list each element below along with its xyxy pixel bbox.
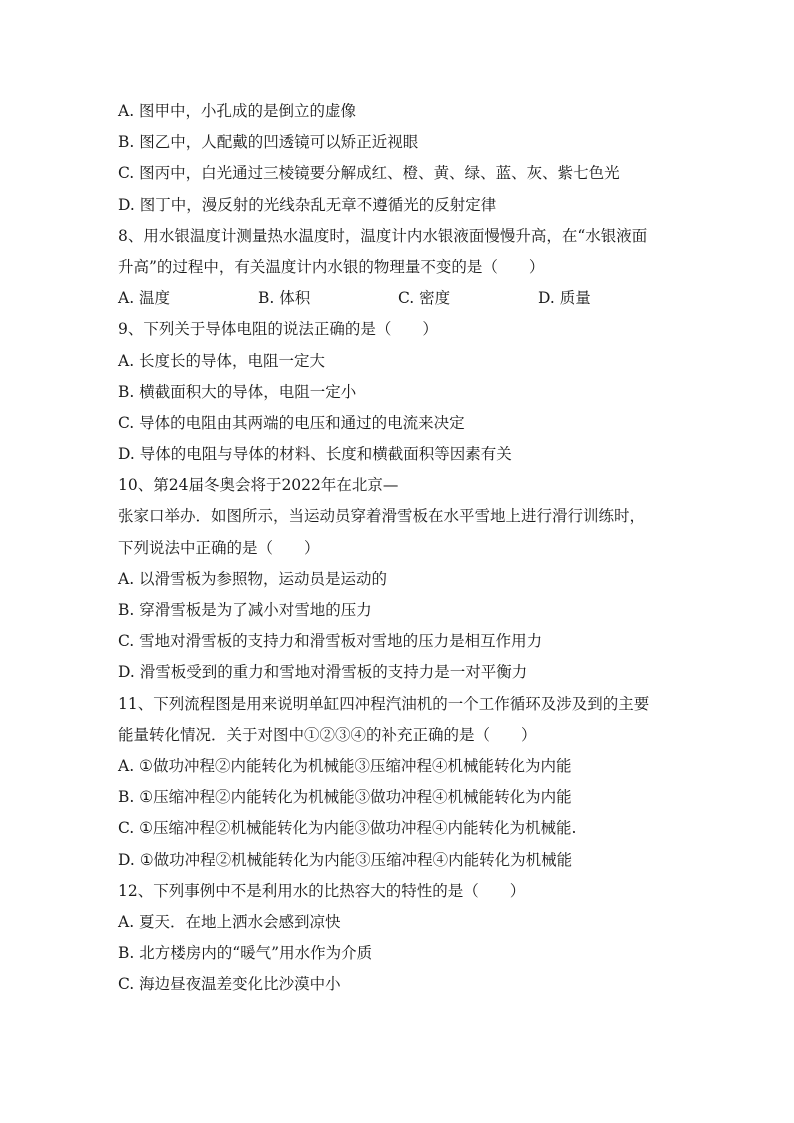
q8-stem-line-2: 升高”的过程中，有关温度计内水银的物理量不变的是（ ） (118, 257, 545, 276)
q9-stem: 9、下列关于导体电阻的说法正确的是（ ） (118, 320, 438, 339)
q11-stem-line-1: 11、下列流程图是用来说明单缸四冲程汽油机的一个工作循环及涉及到的主要 (118, 694, 650, 713)
q12-stem: 12、下列事例中不是利用水的比热容大的特性的是（ ） (118, 881, 526, 900)
q9-option-d: D. 导体的电阻与导体的材料、长度和横截面积等因素有关 (118, 445, 512, 464)
q8-option-c: C. 密度 (398, 289, 451, 308)
q8-options (118, 283, 678, 314)
q7-option-b: B. 图乙中，人配戴的凹透镜可以矫正近视眼 (118, 133, 419, 152)
q8-option-b: B. 体积 (258, 289, 311, 308)
q12-option-b: B. 北方楼房内的“暖气”用水作为介质 (118, 944, 373, 963)
q10-option-a: A. 以滑雪板为参照物，运动员是运动的 (118, 569, 388, 588)
q11-stem-line-2: 能量转化情况．关于对图中①②③④的补充正确的是（ ） (118, 725, 537, 744)
exam-page (118, 96, 678, 1000)
q8-option-a: A. 温度 (118, 289, 171, 308)
q11-option-b: B. ①压缩冲程②内能转化为机械能③做功冲程④机械能转化为内能 (118, 788, 572, 807)
q12-option-a: A. 夏天．在地上洒水会感到凉快 (118, 912, 341, 931)
q12-option-c: C. 海边昼夜温差变化比沙漠中小 (118, 975, 341, 994)
q9-option-a: A. 长度长的导体，电阻一定大 (118, 351, 326, 370)
q10-option-d: D. 滑雪板受到的重力和雪地对滑雪板的支持力是一对平衡力 (118, 663, 528, 682)
q9-option-c: C. 导体的电阻由其两端的电压和通过的电流来决定 (118, 413, 465, 432)
q10-stem-line-2: 张家口举办．如图所示，当运动员穿着滑雪板在水平雪地上进行滑行训练时， (118, 507, 646, 526)
q10-option-c: C. 雪地对滑雪板的支持力和滑雪板对雪地的压力是相互作用力 (118, 632, 543, 651)
q11-option-a: A. ①做功冲程②内能转化为机械能③压缩冲程④机械能转化为内能 (118, 756, 572, 775)
q7-option-c: C. 图丙中，白光通过三棱镜要分解成红、橙、黄、绿、蓝、灰、紫七色光 (118, 164, 620, 183)
q11-option-d: D. ①做功冲程②机械能转化为内能③压缩冲程④内能转化为机械能 (118, 850, 573, 869)
q10-stem-line-3: 下列说法中正确的是（ ） (118, 538, 320, 557)
q9-option-b: B. 横截面积大的导体，电阻一定小 (118, 382, 357, 401)
q10-stem-line-1: 10、第24届冬奥会将于2022年在北京— (118, 476, 399, 495)
q7-option-d: D. 图丁中，漫反射的光线杂乱无章不遵循光的反射定律 (118, 195, 497, 214)
q8-stem-line-1: 8、用水银温度计测量热水温度时，温度计内水银液面慢慢升高，在“水银液面 (118, 226, 648, 245)
q11-option-c: C. ①压缩冲程②机械能转化为内能③做功冲程④内能转化为机械能. (118, 819, 577, 838)
q10-option-b: B. 穿滑雪板是为了减小对雪地的压力 (118, 601, 372, 619)
q7-option-a: A. 图甲中，小孔成的是倒立的虚像 (118, 102, 357, 120)
q8-option-d: D. 质量 (538, 289, 591, 308)
